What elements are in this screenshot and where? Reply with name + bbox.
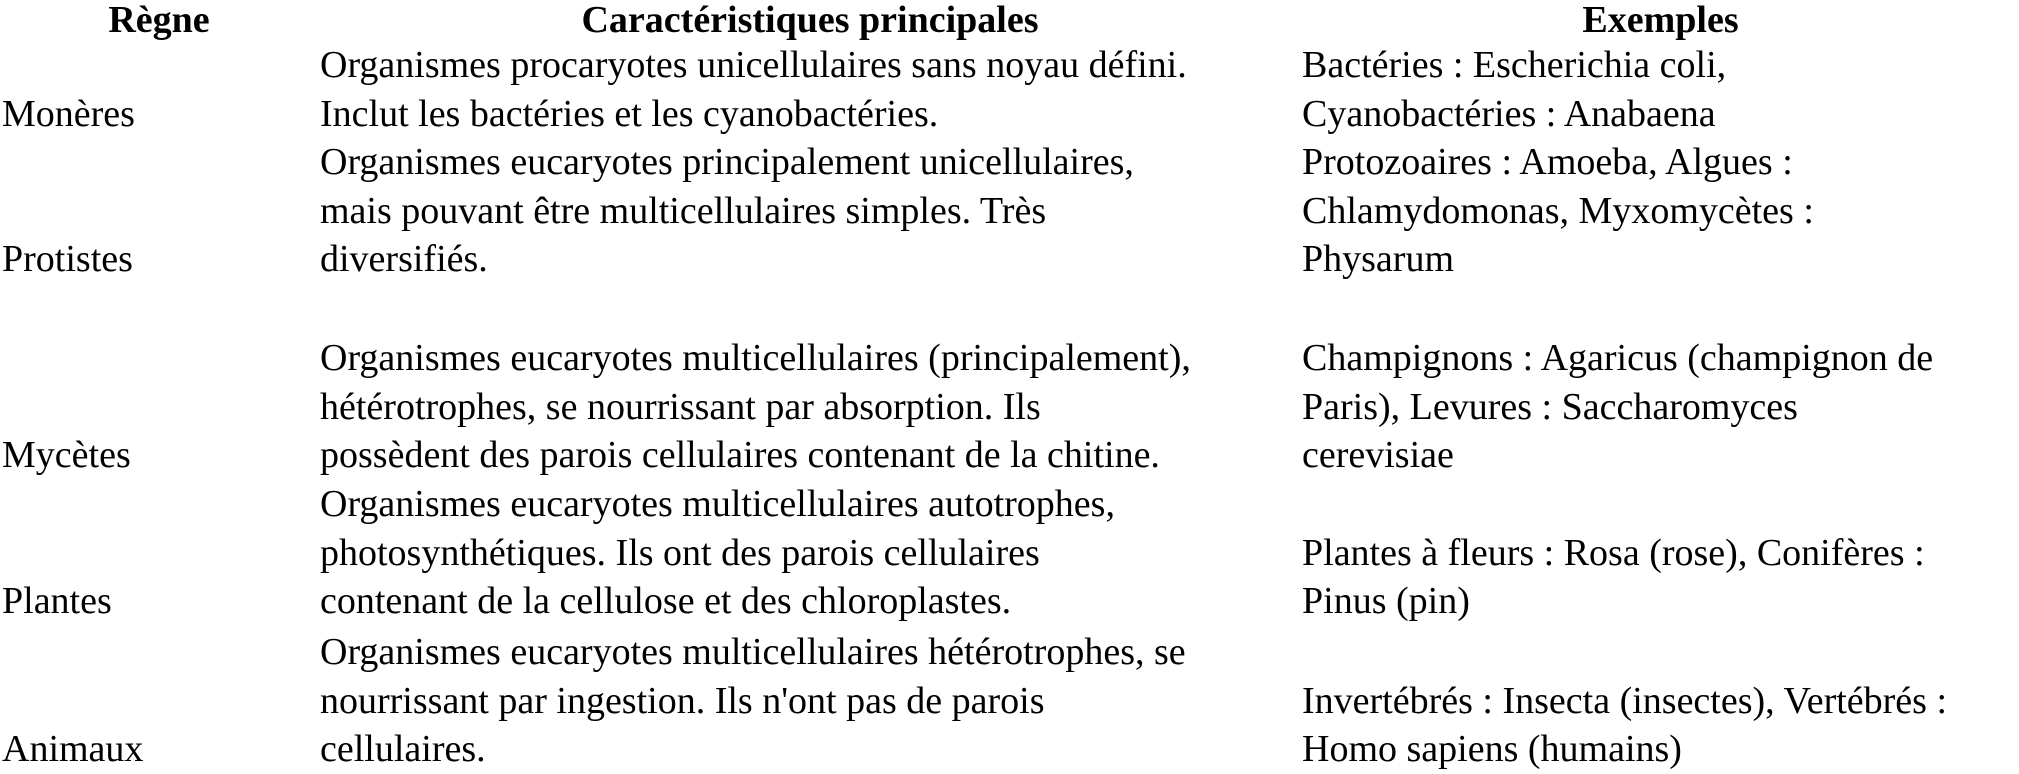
table-row (0, 138, 2019, 284)
table-row (0, 480, 2019, 626)
header-kingdom[interactable]: Règne (108, 0, 210, 41)
kingdom-cell[interactable]: Monères (2, 92, 135, 135)
kingdom-cell[interactable]: Protistes (2, 238, 133, 280)
header-row (0, 0, 2019, 40)
kingdom-cell[interactable]: Plantes (2, 580, 112, 622)
examples-cell[interactable]: Plantes à fleurs : Rosa (rose), Conifères : Pinus (pin) (1302, 531, 1925, 622)
examples-cell[interactable]: Protozoaires : Amoeba, Algues : Chlamydomonas, Myxomycètes : Physarum (1302, 141, 1814, 280)
header-examples[interactable]: Exemples (1582, 0, 1739, 41)
table-row (0, 40, 2019, 138)
kingdom-cell[interactable]: Animaux (2, 728, 144, 770)
features-cell[interactable]: Organismes eucaryotes multicellulaires autotrophes, photosynthétiques. Ils ont des parois cellulaires contenant de la cellulose et des chloroplastes. (320, 483, 1115, 622)
features-cell[interactable]: Organismes eucaryotes principalement unicellulaires, mais pouvant être multicellulaires simples. Très diversifiés. (320, 141, 1134, 280)
features-cell[interactable]: Organismes procaryotes unicellulaires sans noyau défini. Inclut les bactéries et les cyanobactéries. (320, 44, 1187, 135)
examples-cell[interactable]: Invertébrés : Insecta (insectes), Vertébrés : Homo sapiens (humains) (1302, 679, 1948, 770)
examples-cell[interactable]: Champignons : Agaricus (champignon de Paris), Levures : Saccharomyces cerevisiae (1302, 337, 1934, 476)
table-row (0, 626, 2019, 774)
features-cell[interactable]: Organismes eucaryotes multicellulaires hétérotrophes, se nourrissant par ingestion. Ils n'ont pas de parois cellulaires. (320, 631, 1186, 770)
table-row (0, 284, 2019, 480)
header-features[interactable]: Caractéristiques principales (581, 0, 1039, 41)
examples-cell[interactable]: Bactéries : Escherichia coli, Cyanobactéries : Anabaena (1302, 44, 1727, 135)
features-cell[interactable]: Organismes eucaryotes multicellulaires (principalement), hétérotrophes, se nourrissant par absorption. Ils possèdent des parois cellulaires contenant de la chitine. (320, 337, 1191, 476)
kingdom-cell[interactable]: Mycètes (2, 434, 131, 476)
